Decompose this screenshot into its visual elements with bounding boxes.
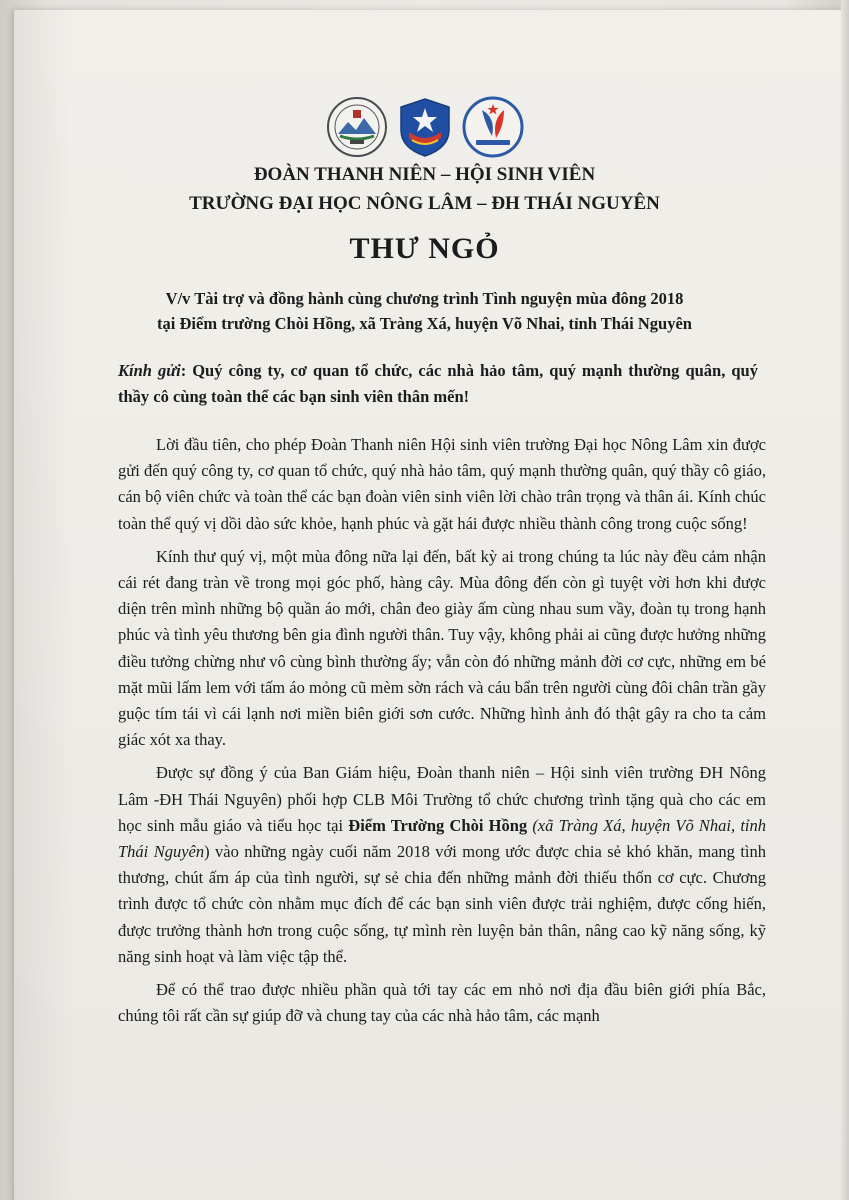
- subject-line-2: tại Điểm trường Chòi Hồng, xã Tràng Xá, huyện Võ Nhai, tỉnh Thái Nguyên: [157, 314, 692, 333]
- paragraph-1: Lời đầu tiên, cho phép Đoàn Thanh niên Hội sinh viên trường Đại học Nông Lâm xin được gửi đến quý công ty, cơ quan tổ chức, quý nhà hảo tâm, quý mạnh thường quân, quý thầy cô giáo, cán bộ viên chức và toàn thể các bạn đoàn viên sinh viên lời chào trân trọng và thân ái. Kính chúc toàn thể quý vị dồi dào sức khỏe, hạnh phúc và gặt hái được nhiều thành công trong cuộc sống!: [118, 435, 766, 533]
- letter-body: [118, 432, 766, 1036]
- school-location: (xã Tràng Xá, huyện Võ Nhai, tỉnh Thái Nguyên: [118, 815, 767, 862]
- university-seal-logo: [326, 96, 388, 158]
- salutation-lead: Kính gửi: [118, 361, 181, 380]
- recipient-salutation: [118, 358, 758, 410]
- paragraph-3-part-a: Được sự đồng ý của Ban Giám hiệu, Đoàn thanh niên – Hội sinh viên trường ĐH Nông Lâm -ĐH Thái Nguyên) phối hợp CLB Môi Trường tổ chức chương trình tặng quà cho các em học sinh mẫu giáo và tiểu học tại: [118, 763, 766, 835]
- logo-row: [0, 92, 849, 162]
- paragraph-3: [118, 760, 766, 970]
- student-association-logo: [462, 96, 524, 158]
- youth-union-logo: [394, 96, 456, 158]
- salutation-text: : Quý công ty, cơ quan tổ chức, các nhà hảo tâm, quý mạnh thường quân, quý thầy cô cùng toàn thể các bạn sinh viên thân mến!: [118, 361, 758, 406]
- organization-header: [60, 160, 789, 218]
- document-title: THƯ NGỎ: [349, 232, 500, 265]
- paragraph-3-part-b: ) vào những ngày cuối năm 2018 với mong ước được chia sẻ khó khăn, mang tình thương, chút ấm áp của tình người, sự sẻ chia đến những mảnh đời thiếu thốn cơ cực. Chương trình được tổ chức còn nhằm mục đích để các bạn sinh viên được trải nghiệm, được cống hiến, được trưởng thành hơn trong cuộc sống, tự mình rèn luyện bản thân, nâng cao kỹ năng sống, kỹ năng sinh hoạt và làm việc tập thể.: [118, 842, 766, 966]
- page-edge: [841, 0, 849, 1200]
- school-name: Điểm Trường Chòi Hồng: [348, 815, 528, 835]
- subject-line-1: V/v Tài trợ và đồng hành cùng chương trình Tình nguyện mùa đông 2018: [165, 289, 684, 308]
- paragraph-4: Để có thể trao được nhiều phần quà tới tay các em nhỏ nơi địa đầu biên giới phía Bắc, chúng tôi rất cần sự giúp đỡ và chung tay của các nhà hảo tâm, các mạnh: [118, 980, 766, 1026]
- subject-line: [60, 286, 789, 336]
- header-line-2: TRƯỜNG ĐẠI HỌC NÔNG LÂM – ĐH THÁI NGUYÊN: [189, 193, 660, 214]
- header-line-1: ĐOÀN THANH NIÊN – HỘI SINH VIÊN: [253, 164, 596, 185]
- paragraph-2: Kính thư quý vị, một mùa đông nữa lại đến, bất kỳ ai trong chúng ta lúc này đều cảm nhận cái rét đang tràn về trong mọi góc phố, hàng cây. Mùa đông đến còn gì tuyệt vời hơn khi được diện trên mình những bộ quần áo mới, chân đeo giày ấm cùng nhau sum vầy, đoàn tụ trong hạnh phúc và tình yêu thương bên gia đình người thân. Tuy vậy, không phải ai cũng được hưởng những điều tưởng chừng như vô cùng bình thường ấy; vẫn còn đó những mảnh đời cơ cực, những em bé mặt mũi lấm lem với tấm áo mỏng cũ mèm sờn rách và cáu bẩn trên người cùng đôi chân trần gầy guộc tím tái vì cái lạnh nơi miền biên giới sơn cước. Những hình ảnh đó thật gây ra cho ta cảm giác xót xa thay.: [118, 546, 766, 750]
